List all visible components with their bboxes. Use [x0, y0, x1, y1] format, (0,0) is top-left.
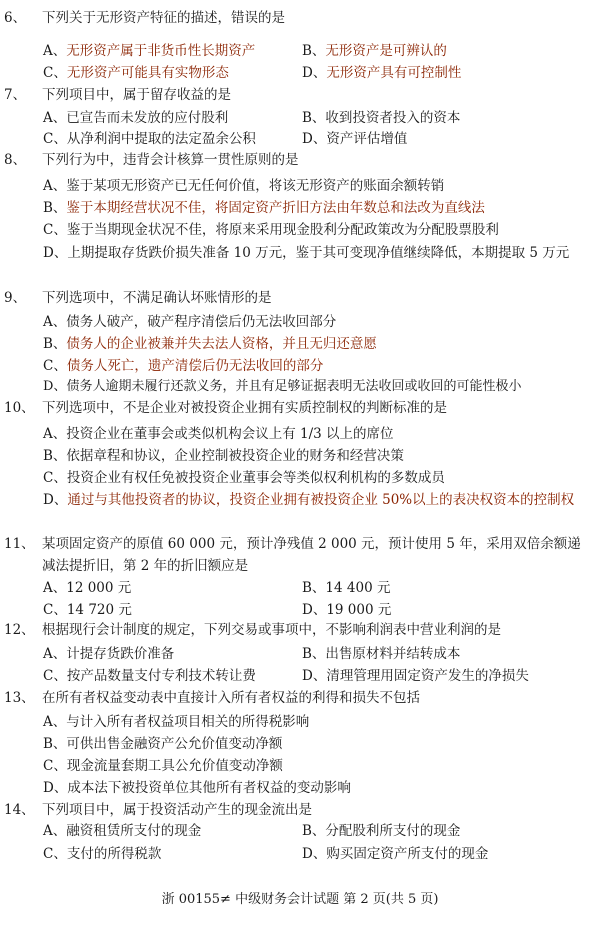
option-text: 计提存货跌价准备 — [66, 646, 175, 662]
option-text: 14 720 元 — [66, 602, 132, 618]
option-text: 投资企业有权任免被投资企业董事会等类似权利机构的多数成员 — [66, 470, 445, 486]
option-b[interactable] — [302, 644, 460, 664]
question-text: 下列行为中，违背会计核算一贯性原则的是 — [42, 152, 299, 168]
option-b[interactable] — [302, 821, 460, 841]
option-text: 融资租赁所支付的现金 — [66, 823, 202, 839]
option-label: D、 — [302, 668, 327, 684]
option-label: C、 — [43, 358, 67, 374]
question-13-stem — [4, 688, 594, 708]
option-text: 成本法下被投资单位其他所有者权益的变动影响 — [67, 780, 351, 796]
option-c[interactable] — [43, 666, 256, 686]
option-d[interactable] — [302, 63, 461, 83]
option-label: B、 — [43, 736, 67, 752]
option-label: D、 — [43, 379, 67, 394]
option-label: D、 — [302, 602, 327, 618]
option-label: C、 — [43, 846, 67, 862]
option-text: 债务人逾期未履行还款义务，并且有足够证据表明无法收回或收回的可能性极小 — [66, 379, 522, 394]
option-text: 清理管理用固定资产发生的净损失 — [326, 668, 529, 684]
option-text: 无形资产具有可控制性 — [326, 65, 462, 81]
option-label: C、 — [43, 222, 67, 238]
question-14-stem — [4, 800, 594, 820]
option-text: 已宣告而未发放的应付股利 — [66, 110, 229, 126]
option-c[interactable] — [43, 600, 132, 620]
question-number: 9、 — [4, 290, 27, 306]
option-label: A、 — [43, 823, 67, 839]
option-text: 支付的所得税款 — [66, 846, 162, 862]
option-label: B、 — [43, 448, 67, 464]
option-label: D、 — [43, 780, 68, 796]
option-label: C、 — [43, 65, 67, 81]
option-d[interactable] — [302, 666, 529, 686]
option-label: B、 — [43, 336, 67, 352]
option-b[interactable] — [43, 334, 377, 354]
option-text: 鉴于某项无形资产已无任何价值，将该无形资产的账面余额转销 — [66, 178, 445, 194]
option-label: C、 — [43, 602, 67, 618]
question-number: 7、 — [4, 87, 27, 103]
option-text: 无形资产是可辨认的 — [325, 43, 447, 59]
option-label: C、 — [43, 758, 67, 774]
question-text: 下列项目中，属于留存收益的是 — [42, 87, 231, 103]
option-text: 与计入所有者权益项目相关的所得税影响 — [66, 714, 310, 730]
option-text: 债务人的企业被兼并失去法人资格，并且无归还意愿 — [66, 336, 377, 352]
option-label: A、 — [43, 43, 67, 59]
option-b[interactable] — [43, 198, 485, 218]
option-label: C、 — [43, 470, 67, 486]
option-label: D、 — [302, 846, 327, 862]
question-text: 某项固定资产的原值 60 000 元，预计净残值 2 000 元，预计使用 5 年，采用双倍余额递减法提折旧，第 2 年的折旧额应是 — [42, 536, 581, 574]
option-text: 通过与其他投资者的协议，投资企业拥有被投资企业 50%以上的表决权资本的控制权 — [67, 492, 575, 508]
option-text: 出售原材料并结转成本 — [325, 646, 461, 662]
option-c[interactable] — [43, 468, 445, 488]
option-d[interactable] — [43, 377, 521, 397]
option-a[interactable] — [43, 176, 444, 196]
option-text: 19 000 元 — [326, 602, 392, 618]
option-c[interactable] — [43, 129, 256, 149]
option-text: 鉴于当期现金状况不佳，将原来采用现金股利分配政策改为分配股票股利 — [66, 222, 499, 238]
option-label: D、 — [302, 131, 327, 147]
option-d[interactable] — [302, 129, 407, 149]
option-text: 购买固定资产所支付的现金 — [326, 846, 489, 862]
option-d[interactable] — [302, 600, 391, 620]
option-a[interactable] — [43, 578, 131, 598]
option-text: 鉴于本期经营状况不佳，将固定资产折旧方法由年数总和法改为直线法 — [66, 200, 485, 216]
option-label: B、 — [302, 580, 326, 596]
option-a[interactable] — [43, 312, 336, 332]
question-6-stem — [4, 8, 594, 28]
option-text: 上期提取存货跌价损失准备 10 万元，鉴于其可变现净值继续降低，本期提取 5 万元 — [67, 245, 570, 261]
option-a[interactable] — [43, 644, 174, 664]
option-label: A、 — [43, 178, 67, 194]
option-b[interactable] — [43, 734, 282, 754]
question-number: 6、 — [4, 10, 27, 26]
option-text: 债务人破产，破产程序清偿后仍无法收回部分 — [66, 314, 337, 330]
option-d[interactable] — [43, 242, 583, 264]
option-text: 投资企业在董事会或类似机构会议上有 1/3 以上的席位 — [66, 426, 394, 442]
option-a[interactable] — [43, 712, 309, 732]
option-d[interactable] — [43, 489, 588, 511]
option-text: 12 000 元 — [66, 580, 132, 596]
question-7-stem — [4, 85, 594, 105]
option-a[interactable] — [43, 108, 228, 128]
question-number: 11、 — [4, 536, 35, 552]
question-number: 8、 — [4, 152, 27, 168]
question-number: 10、 — [4, 400, 35, 416]
option-label: A、 — [43, 426, 67, 442]
question-11-stem — [4, 533, 594, 577]
question-9-stem — [4, 288, 594, 308]
option-c[interactable] — [43, 844, 161, 864]
option-text: 无形资产属于非货币性长期资产 — [66, 43, 256, 59]
option-label: A、 — [43, 646, 67, 662]
option-c[interactable] — [43, 220, 499, 240]
option-b[interactable] — [302, 578, 390, 598]
question-10-stem — [4, 398, 594, 418]
option-text: 按产品数量支付专利技术转让费 — [66, 668, 256, 684]
option-label: A、 — [43, 314, 67, 330]
option-a[interactable] — [43, 41, 255, 61]
question-text: 下列项目中，属于投资活动产生的现金流出是 — [42, 802, 312, 818]
question-8-stem — [4, 150, 594, 170]
question-text: 下列选项中，不满足确认坏账情形的是 — [42, 290, 272, 306]
question-number: 12、 — [4, 622, 35, 638]
option-text: 可供出售金融资产公允价值变动净额 — [66, 736, 283, 752]
question-number: 13、 — [4, 690, 35, 706]
option-text: 分配股利所支付的现金 — [325, 823, 461, 839]
option-label: A、 — [43, 714, 67, 730]
option-c[interactable] — [43, 63, 229, 83]
page-footer: 浙 00155≠ 中级财务会计试题 第 2 页(共 5 页) — [161, 892, 439, 907]
option-label: C、 — [43, 131, 67, 147]
question-number: 14、 — [4, 802, 35, 818]
option-text: 现金流量套期工具公允价值变动净额 — [66, 758, 283, 774]
question-text: 下列选项中，不是企业对被投资企业拥有实质控制权的判断标准的是 — [42, 400, 447, 416]
question-12-stem — [4, 620, 594, 640]
option-label: D、 — [43, 492, 68, 508]
option-c[interactable] — [43, 756, 283, 776]
option-text: 债务人死亡，遗产清偿后仍无法收回的部分 — [66, 358, 324, 374]
option-label: B、 — [43, 200, 67, 216]
option-text: 14 400 元 — [325, 580, 391, 596]
option-d[interactable] — [43, 778, 351, 798]
option-label: A、 — [43, 110, 67, 126]
option-label: B、 — [302, 43, 326, 59]
option-b[interactable] — [302, 41, 447, 61]
option-label: B、 — [302, 646, 326, 662]
option-a[interactable] — [43, 424, 394, 444]
option-b[interactable] — [43, 446, 404, 466]
option-text: 依据章程和协议，企业控制被投资企业的财务和经营决策 — [66, 448, 404, 464]
option-text: 无形资产可能具有实物形态 — [66, 65, 229, 81]
option-label: D、 — [302, 65, 327, 81]
option-text: 收到投资者投入的资本 — [325, 110, 461, 126]
option-label: A、 — [43, 580, 67, 596]
option-text: 资产评估增值 — [326, 131, 408, 147]
option-label: D、 — [43, 245, 68, 261]
option-label: B、 — [302, 823, 326, 839]
question-text: 下列关于无形资产特征的描述，错误的是 — [42, 10, 285, 26]
question-text: 在所有者权益变动表中直接计入所有者权益的利得和损失不包括 — [42, 690, 420, 706]
option-text: 从净利润中提取的法定盈余公积 — [66, 131, 256, 147]
option-label: B、 — [302, 110, 326, 126]
option-label: C、 — [43, 668, 67, 684]
option-b[interactable] — [302, 108, 460, 128]
option-d[interactable] — [302, 844, 488, 864]
question-text: 根据现行会计制度的规定，下列交易或事项中，不影响利润表中营业利润的是 — [42, 622, 501, 638]
option-a[interactable] — [43, 821, 201, 841]
option-c[interactable] — [43, 356, 323, 376]
